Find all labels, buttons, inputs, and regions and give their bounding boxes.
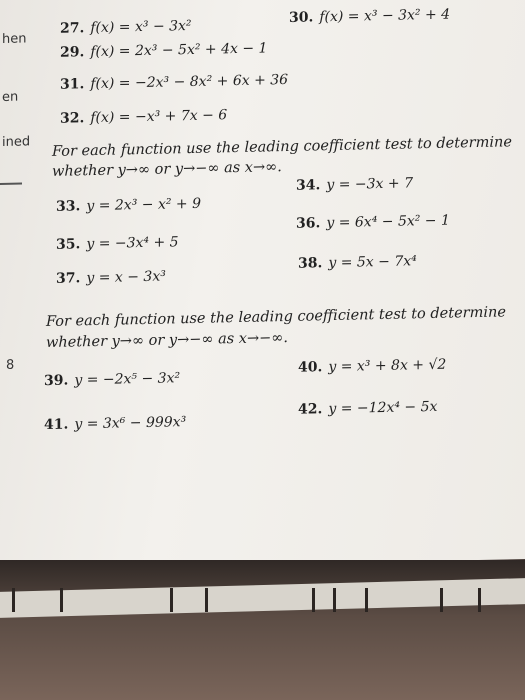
problem-expression: y = 6x⁴ − 5x² − 1 <box>326 212 450 232</box>
ruler-tick <box>60 588 63 612</box>
problem-39 <box>44 370 180 389</box>
problem-37 <box>56 269 166 287</box>
problem-expression: f(x) = 2x³ − 5x² + 4x − 1 <box>90 40 268 61</box>
problem-number: 38. <box>298 255 323 272</box>
problem-expression: y = −2x⁵ − 3x² <box>74 370 181 389</box>
problem-expression: y = −3x⁴ + 5 <box>86 234 179 253</box>
problem-42 <box>298 399 437 418</box>
problem-expression: f(x) = x³ − 3x² + 4 <box>319 6 451 26</box>
problem-38 <box>298 253 417 271</box>
margin-text: 8 <box>6 357 15 373</box>
margin-dash <box>0 183 22 185</box>
ruler-tick <box>440 588 443 612</box>
problem-number: 30. <box>289 9 314 26</box>
problem-41 <box>44 414 186 433</box>
problem-number: 33. <box>56 198 81 215</box>
ruler-tick <box>365 588 368 612</box>
ruler-tick <box>312 588 315 612</box>
problem-expression: y = 3x⁶ − 999x³ <box>74 414 187 433</box>
margin-text: hen <box>2 31 27 47</box>
problem-expression: y = −3x + 7 <box>326 175 413 194</box>
instruction-line: whether y→∞ or y→−∞ as x→∞. <box>52 159 282 180</box>
problem-number: 37. <box>56 270 81 287</box>
ruler-tick <box>478 588 481 612</box>
ruler-tick <box>205 588 208 612</box>
problem-number: 42. <box>298 401 323 418</box>
problem-35 <box>56 234 179 253</box>
instruction-line: For each function use the leading coefficient test to determine <box>52 134 512 160</box>
problem-expression: f(x) = −x³ + 7x − 6 <box>90 107 228 127</box>
problem-number: 40. <box>298 359 323 376</box>
problem-31 <box>60 72 288 93</box>
problem-number: 32. <box>60 110 85 127</box>
problem-number: 31. <box>60 76 85 93</box>
problem-number: 27. <box>60 20 85 37</box>
instruction-line: For each function use the leading coefficient test to determine <box>46 304 506 331</box>
problem-29 <box>60 40 267 60</box>
problem-number: 29. <box>60 44 85 61</box>
problem-expression: y = x³ + 8x + √2 <box>328 356 447 376</box>
problem-32 <box>60 107 227 127</box>
problem-expression: y = 5x − 7x⁴ <box>328 253 417 272</box>
problem-number: 36. <box>296 215 321 232</box>
margin-text: en <box>2 89 19 105</box>
problem-40 <box>298 357 446 376</box>
problem-number: 41. <box>44 416 69 434</box>
problem-expression: f(x) = −2x³ − 8x² + 6x + 36 <box>90 71 289 93</box>
ruler-tick <box>170 588 173 612</box>
problem-36 <box>296 213 450 232</box>
problem-expression: y = −12x⁴ − 5x <box>328 398 438 418</box>
problem-expression: f(x) = x³ − 3x² <box>90 17 192 37</box>
ruler-tick <box>333 588 336 612</box>
problem-30 <box>289 7 450 26</box>
instruction-line: whether y→∞ or y→−∞ as x→−∞. <box>46 329 288 352</box>
problem-33 <box>56 196 201 215</box>
problem-number: 34. <box>296 177 321 194</box>
ruler-tick <box>12 588 15 612</box>
problem-34 <box>296 175 413 193</box>
problem-expression: y = 2x³ − x² + 9 <box>86 195 201 215</box>
margin-text: ined <box>2 134 31 150</box>
problem-27 <box>60 18 192 37</box>
problem-expression: y = x − 3x³ <box>86 268 166 287</box>
problem-number: 35. <box>56 236 81 253</box>
problem-number: 39. <box>44 372 69 390</box>
